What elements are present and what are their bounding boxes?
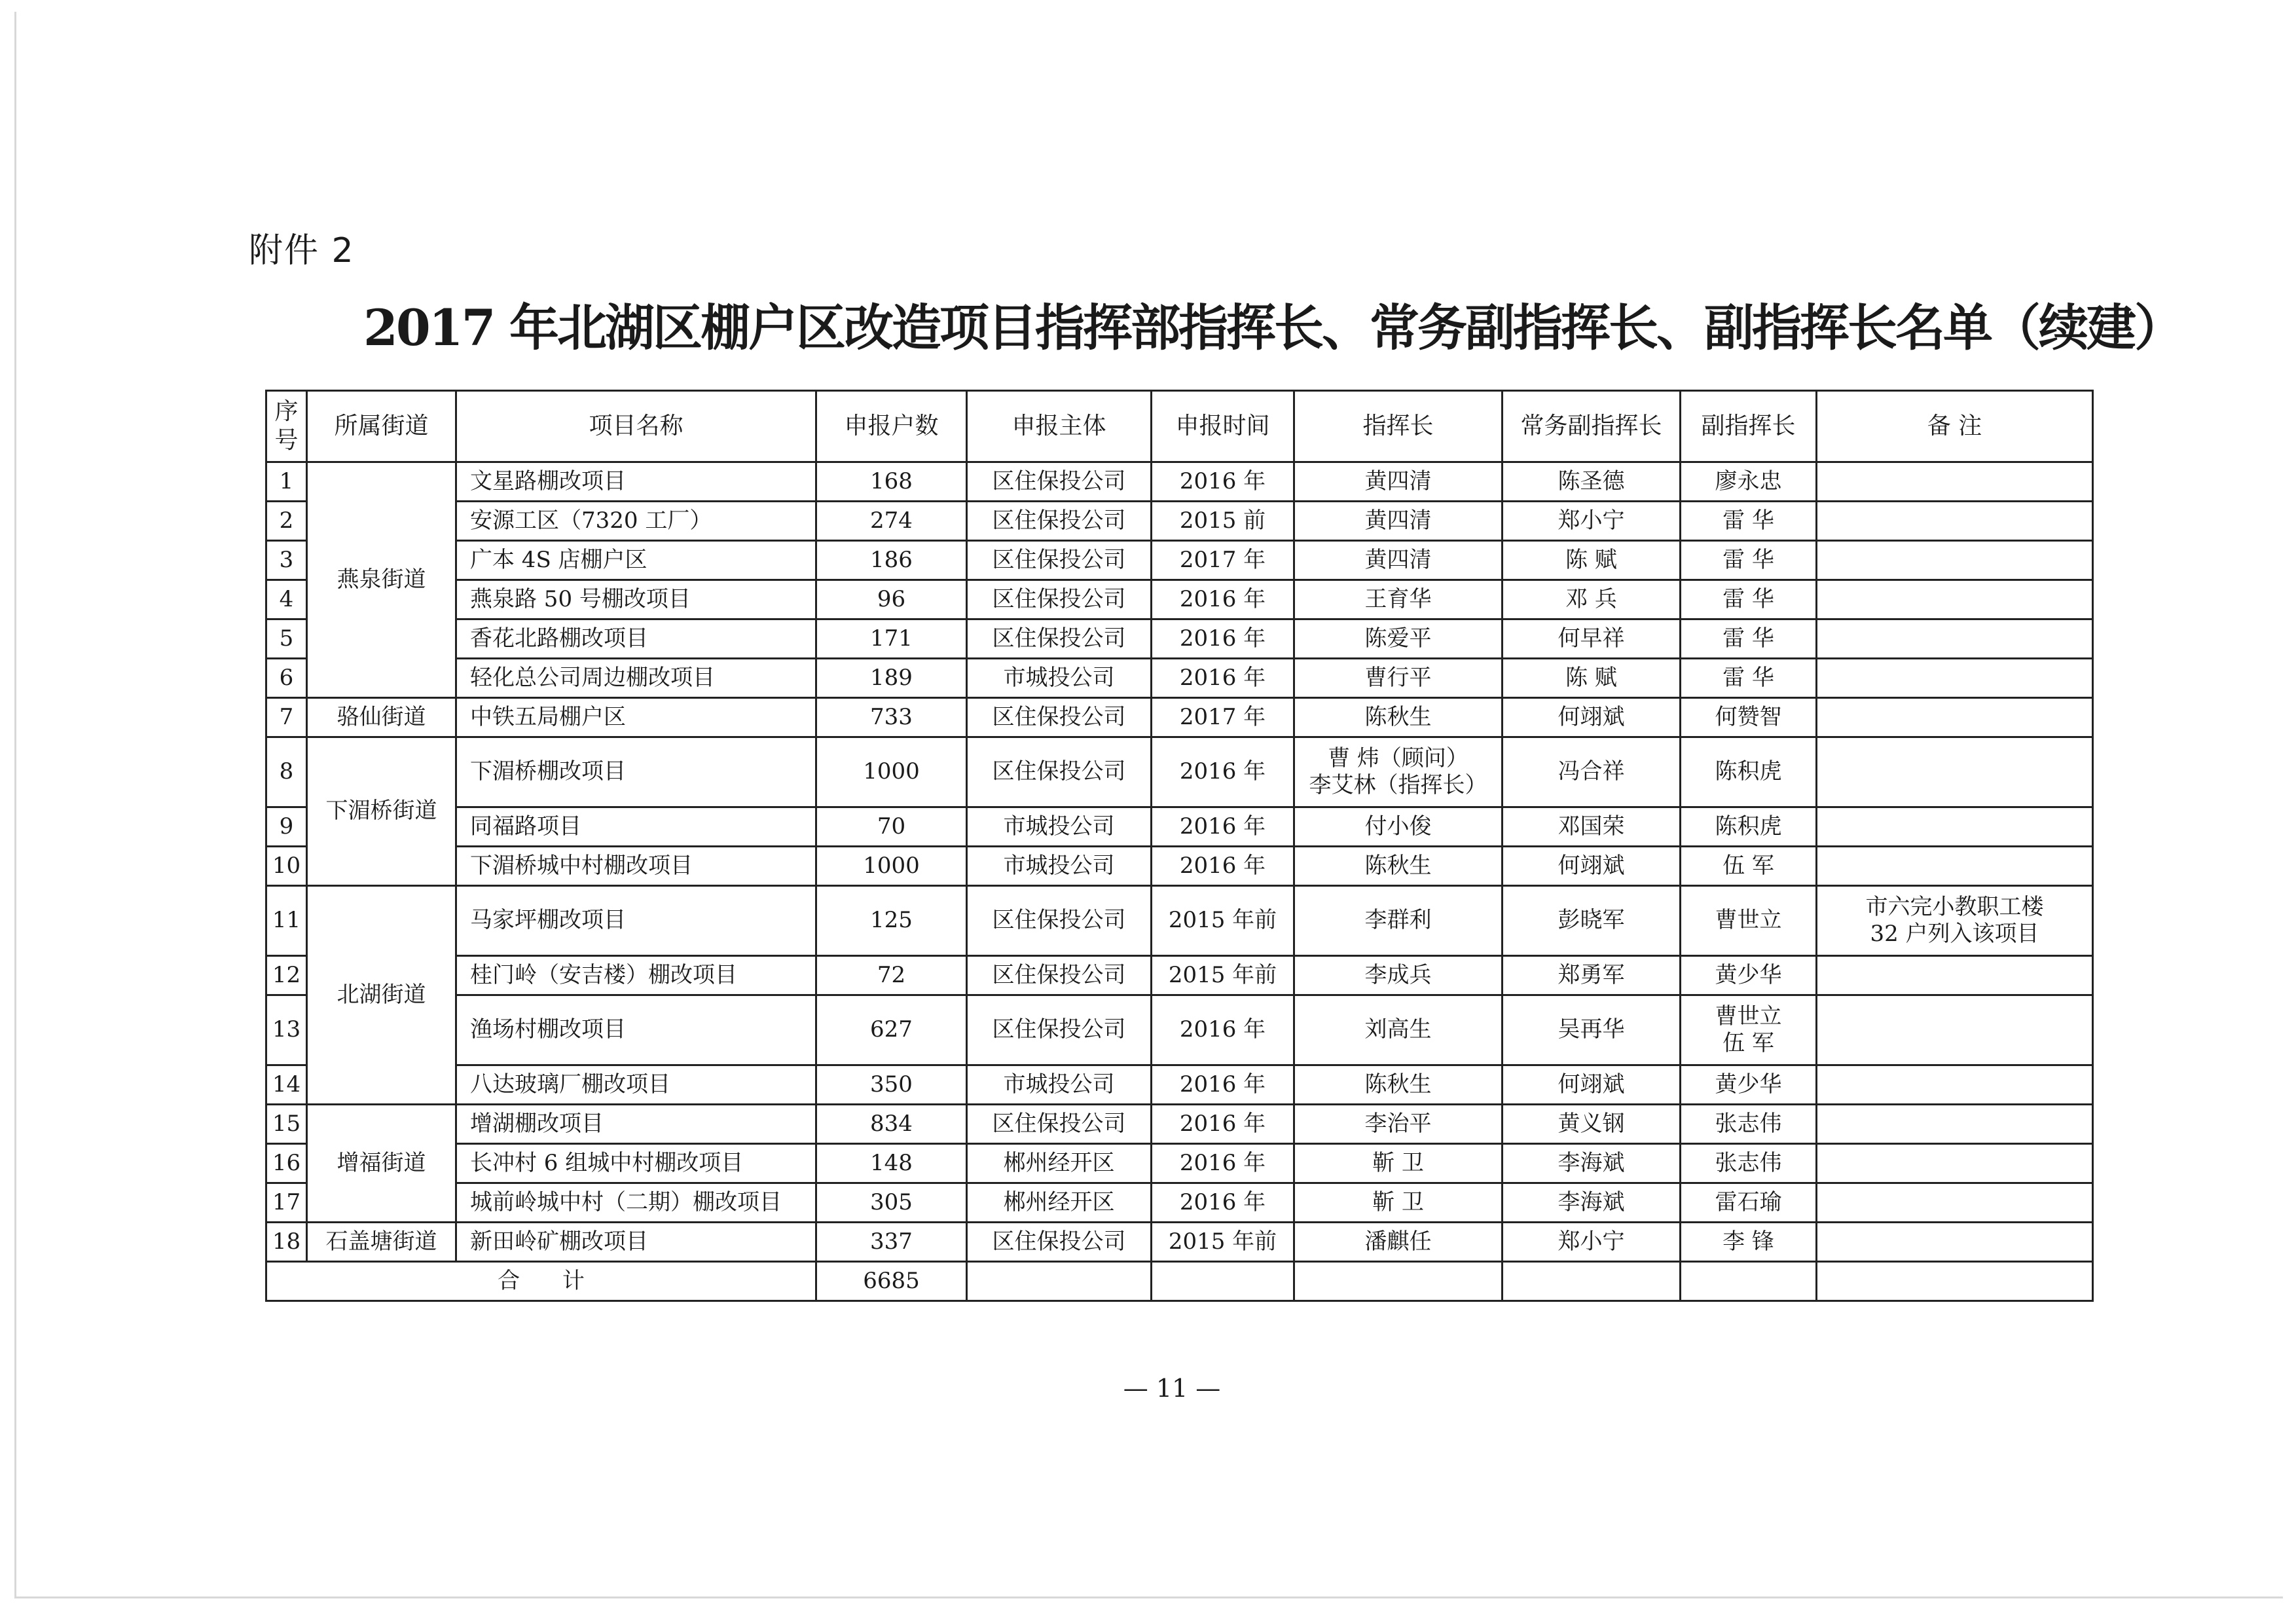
table-row [266,1223,2093,1262]
table-row [266,502,2093,541]
exec-deputy-cell: 李海斌 [1503,1144,1681,1183]
project-cell: 八达玻璃厂棚改项目 [456,1065,816,1105]
seq-cell: 6 [266,659,307,698]
project-cell: 渔场村棚改项目 [456,995,816,1065]
commander-cell: 陈爱平 [1294,619,1503,659]
deputy-cell: 雷 华 [1681,541,1817,580]
table-row [266,1065,2093,1105]
exec-deputy-cell: 陈 赋 [1503,659,1681,698]
table-row [266,995,2093,1065]
exec-deputy-cell: 吴再华 [1503,995,1681,1065]
commander-cell: 黄四清 [1294,502,1503,541]
deputy-cell: 曹世立 [1681,886,1817,956]
commander-cell: 李成兵 [1294,956,1503,995]
remark-cell: 市六完小教职工楼 32 户列入该项目 [1817,886,2093,956]
deputy-cell: 张志伟 [1681,1105,1817,1144]
remark-cell [1817,1065,2093,1105]
exec-deputy-cell: 彭晓军 [1503,886,1681,956]
table-row [266,580,2093,619]
deputy-cell: 黄少华 [1681,956,1817,995]
time-cell: 2016 年 [1152,1144,1294,1183]
table-row [266,619,2093,659]
commander-cell: 李群利 [1294,886,1503,956]
total-households: 6685 [816,1262,967,1301]
commander-cell: 陈秋生 [1294,698,1503,737]
time-cell: 2016 年 [1152,1183,1294,1223]
seq-cell: 17 [266,1183,307,1223]
document-title: 2017 年北湖区棚户区改造项目指挥部指挥长、常务副指挥长、副指挥长名单（续建） [363,299,2182,357]
project-cell: 桂门岭（安吉楼）棚改项目 [456,956,816,995]
total-empty-cell [1152,1262,1294,1301]
households-cell: 171 [816,619,967,659]
header-households: 申报户数 [816,391,967,462]
seq-cell: 16 [266,1144,307,1183]
remark-cell [1817,619,2093,659]
project-cell: 香花北路棚改项目 [456,619,816,659]
header-street: 所属街道 [307,391,456,462]
applicant-cell: 区住保投公司 [967,580,1152,619]
exec-deputy-cell: 何早祥 [1503,619,1681,659]
table-row [266,847,2093,886]
project-cell: 新田岭矿棚改项目 [456,1223,816,1262]
households-cell: 148 [816,1144,967,1183]
remark-cell [1817,659,2093,698]
households-cell: 72 [816,956,967,995]
remark-cell [1817,698,2093,737]
applicant-cell: 区住保投公司 [967,737,1152,807]
seq-cell: 18 [266,1223,307,1262]
commander-cell: 付小俊 [1294,807,1503,847]
applicant-cell: 区住保投公司 [967,698,1152,737]
page-number: — 11 — [1123,1374,1221,1403]
project-cell: 安源工区（7320 工厂） [456,502,816,541]
table-row [266,886,2093,956]
table-row [266,1105,2093,1144]
time-cell: 2015 前 [1152,502,1294,541]
time-cell: 2016 年 [1152,847,1294,886]
seq-cell: 9 [266,807,307,847]
applicant-cell: 区住保投公司 [967,541,1152,580]
header-exec-deputy: 常务副指挥长 [1503,391,1681,462]
header-time: 申报时间 [1152,391,1294,462]
applicant-cell: 区住保投公司 [967,886,1152,956]
total-empty-cell [1817,1262,2093,1301]
households-cell: 70 [816,807,967,847]
remark-cell [1817,541,2093,580]
households-cell: 186 [816,541,967,580]
attachment-label: 附件 2 [249,231,355,270]
households-cell: 125 [816,886,967,956]
applicant-cell: 郴州经开区 [967,1144,1152,1183]
header-project: 项目名称 [456,391,816,462]
households-cell: 733 [816,698,967,737]
households-cell: 337 [816,1223,967,1262]
seq-cell: 14 [266,1065,307,1105]
time-cell: 2016 年 [1152,580,1294,619]
street-cell: 北湖街道 [307,886,456,1105]
time-cell: 2016 年 [1152,1065,1294,1105]
total-label: 合 计 [266,1262,816,1301]
project-cell: 长冲村 6 组城中村棚改项目 [456,1144,816,1183]
project-cell: 增湖棚改项目 [456,1105,816,1144]
street-cell: 石盖塘街道 [307,1223,456,1262]
commander-cell: 陈秋生 [1294,1065,1503,1105]
seq-cell: 10 [266,847,307,886]
deputy-cell: 李 锋 [1681,1223,1817,1262]
commander-cell: 曹行平 [1294,659,1503,698]
applicant-cell: 郴州经开区 [967,1183,1152,1223]
header-commander: 指挥长 [1294,391,1503,462]
project-cell: 城前岭城中村（二期）棚改项目 [456,1183,816,1223]
table-row [266,698,2093,737]
project-leader-table [265,390,2094,1302]
remark-cell [1817,1144,2093,1183]
remark-cell [1817,462,2093,502]
seq-cell: 13 [266,995,307,1065]
seq-cell: 5 [266,619,307,659]
total-empty-cell [1503,1262,1681,1301]
table-row [266,1183,2093,1223]
households-cell: 305 [816,1183,967,1223]
header-remark: 备 注 [1817,391,2093,462]
deputy-cell: 雷 华 [1681,659,1817,698]
commander-cell: 潘麒任 [1294,1223,1503,1262]
exec-deputy-cell: 陈 赋 [1503,541,1681,580]
applicant-cell: 区住保投公司 [967,462,1152,502]
project-cell: 文星路棚改项目 [456,462,816,502]
households-cell: 834 [816,1105,967,1144]
exec-deputy-cell: 郑小宁 [1503,1223,1681,1262]
time-cell: 2015 年前 [1152,1223,1294,1262]
total-empty-cell [1294,1262,1503,1301]
remark-cell [1817,737,2093,807]
remark-cell [1817,956,2093,995]
applicant-cell: 市城投公司 [967,807,1152,847]
street-cell: 燕泉街道 [307,462,456,698]
header-applicant: 申报主体 [967,391,1152,462]
households-cell: 96 [816,580,967,619]
deputy-cell: 雷石瑜 [1681,1183,1817,1223]
applicant-cell: 区住保投公司 [967,502,1152,541]
seq-cell: 1 [266,462,307,502]
project-cell: 下湄桥城中村棚改项目 [456,847,816,886]
applicant-cell: 区住保投公司 [967,995,1152,1065]
commander-cell: 陈秋生 [1294,847,1503,886]
applicant-cell: 区住保投公司 [967,619,1152,659]
project-cell: 马家坪棚改项目 [456,886,816,956]
commander-cell: 曹 炜（顾问） 李艾林（指挥长） [1294,737,1503,807]
seq-cell: 2 [266,502,307,541]
exec-deputy-cell: 李海斌 [1503,1183,1681,1223]
remark-cell [1817,1223,2093,1262]
exec-deputy-cell: 陈圣德 [1503,462,1681,502]
seq-cell: 8 [266,737,307,807]
header-seq: 序 号 [266,391,307,462]
applicant-cell: 区住保投公司 [967,1223,1152,1262]
commander-cell: 靳 卫 [1294,1144,1503,1183]
seq-cell: 15 [266,1105,307,1144]
deputy-cell: 陈积虎 [1681,807,1817,847]
remark-cell [1817,502,2093,541]
remark-cell [1817,580,2093,619]
street-cell: 增福街道 [307,1105,456,1223]
table-row [266,956,2093,995]
commander-cell: 王育华 [1294,580,1503,619]
time-cell: 2016 年 [1152,1105,1294,1144]
deputy-cell: 廖永忠 [1681,462,1817,502]
total-empty-cell [967,1262,1152,1301]
commander-cell: 靳 卫 [1294,1183,1503,1223]
households-cell: 627 [816,995,967,1065]
seq-cell: 11 [266,886,307,956]
remark-cell [1817,995,2093,1065]
header-deputy: 副指挥长 [1681,391,1817,462]
time-cell: 2017 年 [1152,541,1294,580]
remark-cell [1817,1105,2093,1144]
deputy-cell: 何赞智 [1681,698,1817,737]
table-row [266,1144,2093,1183]
seq-cell: 3 [266,541,307,580]
time-cell: 2016 年 [1152,995,1294,1065]
households-cell: 274 [816,502,967,541]
table-row [266,659,2093,698]
street-cell: 下湄桥街道 [307,737,456,886]
project-cell: 轻化总公司周边棚改项目 [456,659,816,698]
project-cell: 中铁五局棚户区 [456,698,816,737]
remark-cell [1817,1183,2093,1223]
households-cell: 168 [816,462,967,502]
applicant-cell: 区住保投公司 [967,1105,1152,1144]
remark-cell [1817,807,2093,847]
table-row [266,807,2093,847]
applicant-cell: 市城投公司 [967,659,1152,698]
street-cell: 骆仙街道 [307,698,456,737]
total-row [266,1262,2093,1301]
deputy-cell: 张志伟 [1681,1144,1817,1183]
project-cell: 燕泉路 50 号棚改项目 [456,580,816,619]
exec-deputy-cell: 邓国荣 [1503,807,1681,847]
deputy-cell: 伍 军 [1681,847,1817,886]
households-cell: 350 [816,1065,967,1105]
time-cell: 2016 年 [1152,737,1294,807]
exec-deputy-cell: 郑勇军 [1503,956,1681,995]
exec-deputy-cell: 邓 兵 [1503,580,1681,619]
commander-cell: 黄四清 [1294,541,1503,580]
exec-deputy-cell: 何翊斌 [1503,847,1681,886]
header-row [266,391,2093,462]
deputy-cell: 雷 华 [1681,502,1817,541]
seq-cell: 4 [266,580,307,619]
time-cell: 2016 年 [1152,619,1294,659]
project-cell: 下湄桥棚改项目 [456,737,816,807]
exec-deputy-cell: 何翊斌 [1503,1065,1681,1105]
exec-deputy-cell: 黄义钢 [1503,1105,1681,1144]
project-cell: 同福路项目 [456,807,816,847]
applicant-cell: 区住保投公司 [967,956,1152,995]
time-cell: 2016 年 [1152,807,1294,847]
remark-cell [1817,847,2093,886]
exec-deputy-cell: 郑小宁 [1503,502,1681,541]
applicant-cell: 市城投公司 [967,847,1152,886]
table-row [266,541,2093,580]
commander-cell: 黄四清 [1294,462,1503,502]
deputy-cell: 曹世立 伍 军 [1681,995,1817,1065]
time-cell: 2015 年前 [1152,956,1294,995]
table-row [266,462,2093,502]
total-empty-cell [1681,1262,1817,1301]
commander-cell: 李治平 [1294,1105,1503,1144]
table-row [266,737,2093,807]
exec-deputy-cell: 冯合祥 [1503,737,1681,807]
time-cell: 2015 年前 [1152,886,1294,956]
deputy-cell: 雷 华 [1681,619,1817,659]
households-cell: 1000 [816,737,967,807]
applicant-cell: 市城投公司 [967,1065,1152,1105]
households-cell: 1000 [816,847,967,886]
project-cell: 广本 4S 店棚户区 [456,541,816,580]
time-cell: 2016 年 [1152,462,1294,502]
seq-cell: 7 [266,698,307,737]
seq-cell: 12 [266,956,307,995]
commander-cell: 刘高生 [1294,995,1503,1065]
exec-deputy-cell: 何翊斌 [1503,698,1681,737]
time-cell: 2017 年 [1152,698,1294,737]
deputy-cell: 雷 华 [1681,580,1817,619]
deputy-cell: 陈积虎 [1681,737,1817,807]
households-cell: 189 [816,659,967,698]
deputy-cell: 黄少华 [1681,1065,1817,1105]
time-cell: 2016 年 [1152,659,1294,698]
